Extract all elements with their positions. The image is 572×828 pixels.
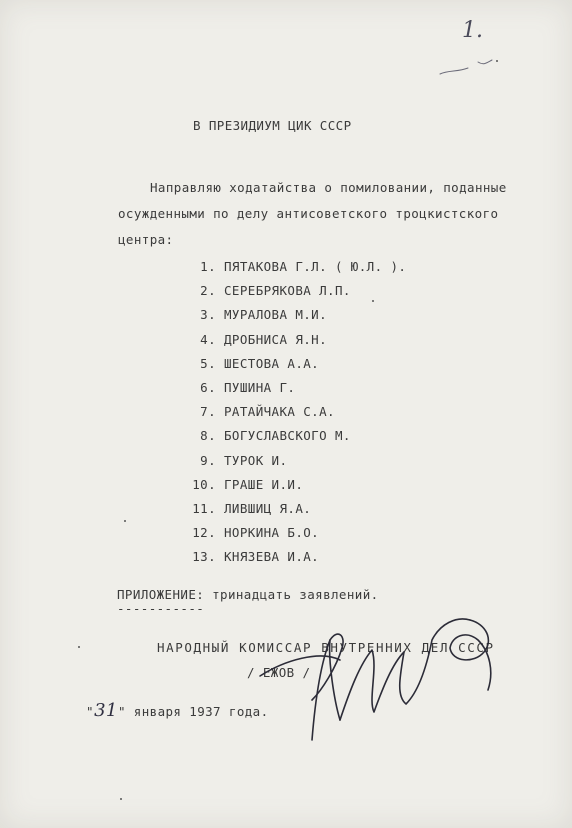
paper-speck [120, 798, 122, 800]
list-item-name: ДРОБНИСА Я.Н. [224, 331, 328, 347]
intro-line-3: центра: [118, 232, 174, 247]
page-number-mark: 1. [462, 18, 483, 43]
appendix-underline: ----------- [117, 601, 205, 616]
convicts-list [190, 255, 406, 569]
list-item-number: 11. [192, 500, 216, 516]
list-item-number: 5. [200, 355, 216, 371]
list-item [190, 473, 406, 497]
list-item-number: 4. [200, 331, 216, 347]
list-item-name: МУРАЛОВА М.И. [224, 307, 328, 323]
list-item [190, 521, 406, 545]
list-item-number: 9. [200, 452, 216, 468]
list-item [190, 303, 406, 327]
list-item-name: БОГУСЛАВСКОГО М. [224, 428, 351, 444]
signatory-title: НАРОДНЫЙ КОМИССАР ВНУТРЕННИХ ДЕЛ СССР [157, 640, 495, 655]
list-item-name: ЛИВШИЦ Я.А. [224, 500, 312, 516]
list-item [190, 255, 406, 279]
list-item-name: РАТАЙЧАКА С.А. [224, 404, 335, 420]
list-item-number: 2. [200, 283, 216, 299]
list-item-number: 1. [200, 259, 216, 274]
date-close-quote: " [117, 704, 126, 719]
list-item-number: 13. [192, 549, 216, 565]
list-item-name: ГРАШЕ И.И. [224, 476, 304, 492]
date-day-handwritten: 31 [94, 700, 118, 721]
appendix-note: ПРИЛОЖЕНИЕ: тринадцать заявлений. [117, 587, 379, 602]
date-rest: января 1937 года. [125, 704, 269, 719]
list-item-name: КНЯЗЕВА И.А. [224, 549, 320, 565]
list-item-name: ПУШИНА Г. [224, 379, 296, 395]
list-item [190, 352, 406, 376]
list-item-number: 10. [192, 476, 216, 492]
list-item-number: 8. [200, 428, 216, 444]
list-item-name: СЕРЕБРЯКОВА Л.П. [224, 283, 351, 299]
list-item [190, 328, 406, 352]
list-item [190, 376, 406, 400]
list-item-number: 6. [200, 379, 216, 395]
list-item-number: 12. [192, 525, 216, 541]
intro-line-1: Направляю ходатайства о помиловании, поданные [150, 180, 507, 195]
list-item [190, 497, 406, 521]
list-item-name: ТУРОК И. [224, 452, 288, 468]
list-item-name: ПЯТАКОВА Г.Л. ( Ю.Л. ). [224, 259, 407, 274]
paper-speck [78, 646, 80, 648]
document-date [86, 700, 269, 721]
intro-line-2: осужденными по делу антисоветского троцкистского [118, 206, 499, 221]
signatory-name: / ЕЖОВ / [247, 665, 311, 680]
paper-speck [124, 520, 126, 522]
paper-speck [372, 300, 374, 302]
list-item [190, 424, 406, 448]
date-open-quote: " [86, 704, 94, 719]
list-item [190, 545, 406, 569]
document-heading: В ПРЕЗИДИУМ ЦИК СССР [193, 118, 352, 133]
list-item [190, 400, 406, 424]
paper-speck [496, 60, 498, 62]
list-item-name: ШЕСТОВА А.А. [224, 355, 320, 371]
list-item-number: 7. [200, 404, 216, 420]
list-item [190, 449, 406, 473]
list-item-name: НОРКИНА Б.О. [224, 525, 320, 541]
list-item-number: 3. [200, 307, 216, 323]
